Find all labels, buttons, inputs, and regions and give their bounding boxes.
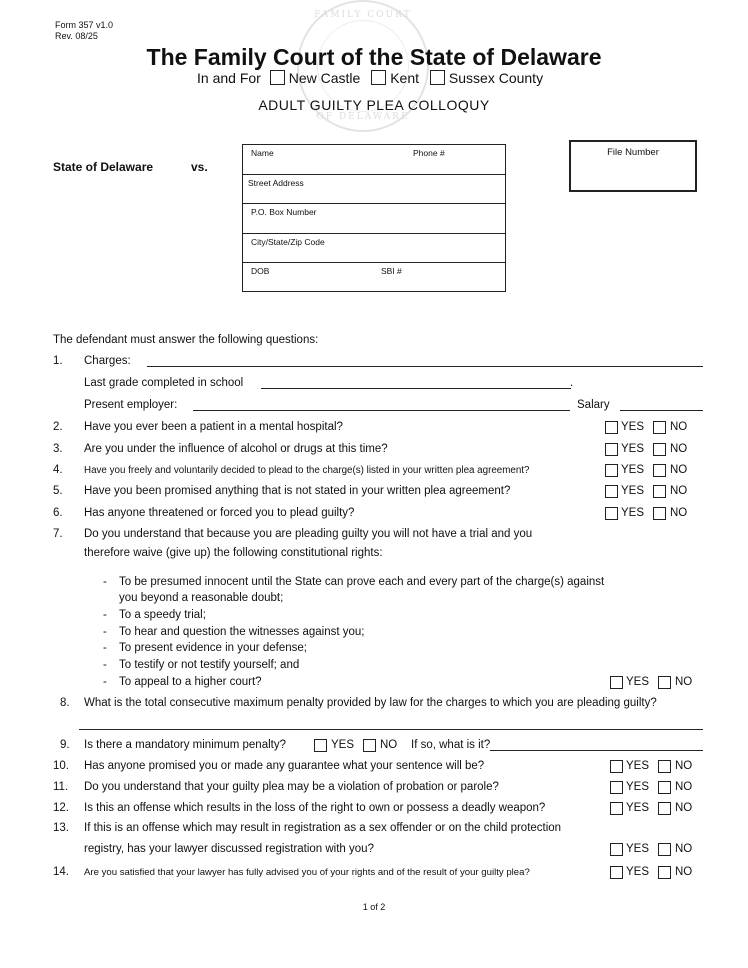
question-number: 14. xyxy=(53,866,69,878)
phone-field-label: Phone # xyxy=(413,148,445,158)
question-number: 2. xyxy=(53,421,63,433)
yes-label: YES xyxy=(626,866,650,878)
yes-checkbox[interactable] xyxy=(610,866,623,879)
right-item: To present evidence in your defense; xyxy=(119,642,307,654)
question-number: 7. xyxy=(53,528,63,540)
yes-label: YES xyxy=(626,843,650,855)
employer-line[interactable] xyxy=(193,410,570,411)
yes-checkbox[interactable] xyxy=(610,676,623,689)
question-text: Has anyone threatened or forced you to plead guilty? xyxy=(84,507,355,519)
last-grade-label: Last grade completed in school xyxy=(84,377,244,389)
question-text: Has anyone promised you or made any guarantee what your sentence will be? xyxy=(84,760,485,772)
question-text-line1: If this is an offense which may result in registration as a sex offender or on the child protection xyxy=(84,822,562,834)
question-number: 12. xyxy=(53,802,69,814)
no-checkbox[interactable] xyxy=(653,421,666,434)
no-checkbox[interactable] xyxy=(653,507,666,520)
yes-checkbox[interactable] xyxy=(605,485,618,498)
right-item: To be presumed innocent until the State can prove each and every part of the charge(s) against xyxy=(119,576,605,588)
yes-label: YES xyxy=(621,485,645,497)
yes-label: YES xyxy=(621,421,645,433)
question-number: 13. xyxy=(53,822,69,834)
followup-label: If so, what is it? xyxy=(411,739,491,751)
no-label: NO xyxy=(380,739,398,751)
question-text: Have you been promised anything that is not stated in your written plea agreement? xyxy=(84,485,511,497)
file-number-label: File Number xyxy=(607,147,659,158)
yes-checkbox[interactable] xyxy=(605,464,618,477)
question-number: 11. xyxy=(53,781,69,793)
dob-field-label: DOB xyxy=(251,266,270,276)
salary-line[interactable] xyxy=(620,410,703,411)
yes-checkbox[interactable] xyxy=(610,802,623,815)
yes-checkbox[interactable] xyxy=(605,421,618,434)
file-number-box[interactable] xyxy=(569,140,697,192)
yes-checkbox[interactable] xyxy=(610,760,623,773)
yes-checkbox[interactable] xyxy=(610,843,623,856)
question-number: 4. xyxy=(53,464,63,476)
right-item-continued: you beyond a reasonable doubt; xyxy=(119,592,284,604)
question-text: Do you understand that your guilty plea may be a violation of probation or parole? xyxy=(84,781,499,793)
question-text: Have you freely and voluntarily decided to plead to the charge(s) listed in your written plea agreement? xyxy=(84,465,530,476)
yes-label: YES xyxy=(626,781,650,793)
question-text: What is the total consecutive maximum penalty provided by law for the charges to which you are pleading guilty? xyxy=(84,697,657,709)
no-label: NO xyxy=(675,760,693,772)
no-checkbox[interactable] xyxy=(653,443,666,456)
county-selector xyxy=(197,70,543,87)
seal-bottom-text: OF DELAWARE xyxy=(316,112,410,122)
question-text-line1: Do you understand that because you are pleading guilty you will not have a trial and you xyxy=(84,528,533,540)
last-grade-period: . xyxy=(570,377,574,389)
sbi-field-label: SBI # xyxy=(381,266,402,276)
yes-checkbox[interactable] xyxy=(605,507,618,520)
bullet-dash: - xyxy=(103,609,107,621)
employer-label: Present employer: xyxy=(84,399,178,411)
yes-checkbox[interactable] xyxy=(314,739,327,752)
bullet-dash: - xyxy=(103,642,107,654)
right-item: To testify or not testify yourself; and xyxy=(119,659,300,671)
yes-label: YES xyxy=(621,464,645,476)
instructions: The defendant must answer the following questions: xyxy=(53,334,319,346)
no-label: NO xyxy=(670,464,688,476)
question-text-line2: registry, has your lawyer discussed registration with you? xyxy=(84,843,374,855)
yes-checkbox[interactable] xyxy=(610,781,623,794)
no-checkbox[interactable] xyxy=(658,781,671,794)
checkbox-sussex[interactable] xyxy=(430,70,445,85)
county-new-castle: New Castle xyxy=(288,70,361,86)
form-subtitle: ADULT GUILTY PLEA COLLOQUY xyxy=(258,97,490,113)
state-label: State of Delaware xyxy=(53,160,154,174)
question-text-line2: therefore waive (give up) the following constitutional rights: xyxy=(84,547,383,559)
no-label: NO xyxy=(675,866,693,878)
question-number: 10. xyxy=(53,760,69,772)
question-text: Is this an offense which results in the loss of the right to own or possess a deadly weapon? xyxy=(84,802,546,814)
yes-checkbox[interactable] xyxy=(605,443,618,456)
page-number: 1 of 2 xyxy=(362,902,386,912)
yes-label: YES xyxy=(621,443,645,455)
max-penalty-line[interactable] xyxy=(79,729,703,730)
no-checkbox[interactable] xyxy=(658,760,671,773)
bullet-dash: - xyxy=(103,626,107,638)
charges-label: Charges: xyxy=(84,355,131,367)
yes-label: YES xyxy=(626,760,650,772)
no-checkbox[interactable] xyxy=(653,464,666,477)
county-sussex: Sussex County xyxy=(448,70,544,86)
no-label: NO xyxy=(675,843,693,855)
right-item: To a speedy trial; xyxy=(119,609,206,621)
county-kent: Kent xyxy=(390,70,420,86)
form-id: Form 357 v1.0 xyxy=(55,20,114,30)
no-label: NO xyxy=(675,802,693,814)
vs-label: vs. xyxy=(191,160,208,174)
page-title: The Family Court of the State of Delaware xyxy=(146,44,602,70)
question-number: 5. xyxy=(53,485,63,497)
bullet-dash: - xyxy=(103,576,107,588)
yes-label: YES xyxy=(621,507,645,519)
no-checkbox[interactable] xyxy=(363,739,376,752)
question-number: 8. xyxy=(60,697,70,709)
question-number: 3. xyxy=(53,443,63,455)
name-field-label: Name xyxy=(251,148,274,158)
no-checkbox[interactable] xyxy=(658,843,671,856)
yes-label: YES xyxy=(626,676,650,688)
city-field-label: City/State/Zip Code xyxy=(251,237,325,247)
charges-line[interactable] xyxy=(147,366,703,367)
no-checkbox[interactable] xyxy=(658,676,671,689)
no-checkbox[interactable] xyxy=(653,485,666,498)
in-and-for-label: In and For xyxy=(197,70,261,86)
question-text: Have you ever been a patient in a mental hospital? xyxy=(84,421,343,433)
checkbox-kent[interactable] xyxy=(371,70,386,85)
right-item: To hear and question the witnesses against you; xyxy=(119,626,365,638)
q1-number: 1. xyxy=(53,355,63,367)
bullet-dash: - xyxy=(103,659,107,671)
yes-label: YES xyxy=(331,739,355,751)
street-field-label: Street Address xyxy=(248,178,304,188)
no-label: NO xyxy=(670,507,688,519)
seal-top-text: FAMILY COURT xyxy=(314,10,412,20)
right-item: To appeal to a higher court? xyxy=(119,676,262,688)
question-number: 9. xyxy=(60,739,70,751)
defendant-info-box xyxy=(242,144,506,292)
no-label: NO xyxy=(670,485,688,497)
question-number: 6. xyxy=(53,507,63,519)
yes-label: YES xyxy=(626,802,650,814)
no-checkbox[interactable] xyxy=(658,802,671,815)
no-label: NO xyxy=(675,676,693,688)
salary-label: Salary xyxy=(577,399,610,411)
no-checkbox[interactable] xyxy=(658,866,671,879)
po-box-field-label: P.O. Box Number xyxy=(251,207,317,217)
no-label: NO xyxy=(675,781,693,793)
checkbox-new-castle[interactable] xyxy=(270,70,285,85)
question-text: Are you satisfied that your lawyer has fully advised you of your rights and of the result of your guilty plea? xyxy=(84,867,530,878)
question-text: Is there a mandatory minimum penalty? xyxy=(84,739,286,751)
bullet-dash: - xyxy=(103,676,107,688)
no-label: NO xyxy=(670,421,688,433)
no-label: NO xyxy=(670,443,688,455)
form-revision: Rev. 08/25 xyxy=(55,31,98,41)
last-grade-line[interactable] xyxy=(261,388,571,389)
min-penalty-line[interactable] xyxy=(490,750,703,751)
question-text: Are you under the influence of alcohol or drugs at this time? xyxy=(84,443,388,455)
